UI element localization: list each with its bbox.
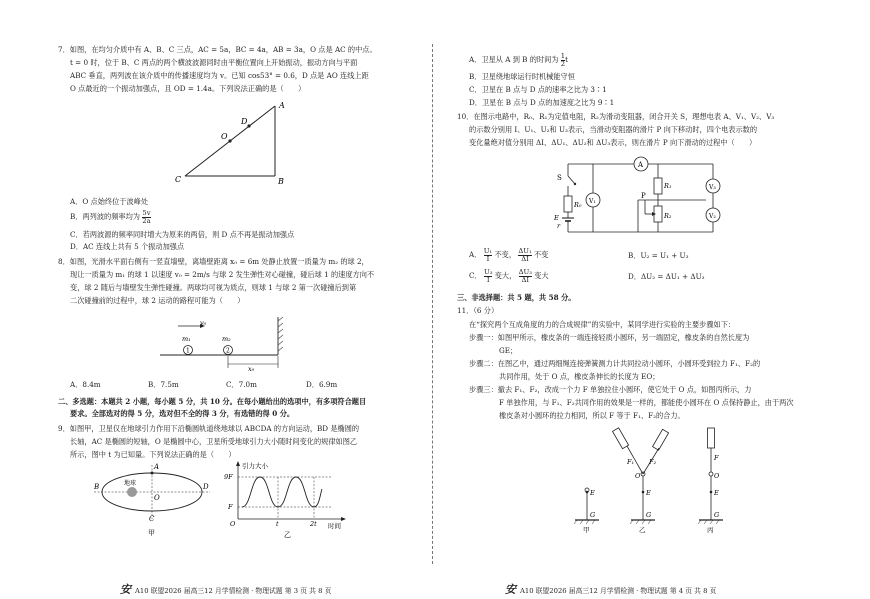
q10-option-a-mid: 不变， (494, 250, 517, 259)
q10-line-3: 变化量绝对值分别用 ΔI、ΔU₁、ΔU₂和 ΔU₃表示，则在滑片 P 向下滑动的过程中（ ） (469, 138, 757, 147)
logo: 安 (505, 583, 516, 596)
q8-option-a: A．8.4m (70, 380, 101, 389)
q10-circuit-figure (553, 152, 733, 242)
fraction-numerator: ΔU₁ (518, 246, 532, 255)
q9-line-2: 长轴，AC 是椭圆的短轴，O 是椭圆中心，卫星所受地球引力大小随时间变化的规律如图乙 (70, 437, 358, 446)
section-2-line-2: 要求。全部选对的得 5 分，选对但不全的得 3 分，有选错的得 0 分。 (70, 409, 295, 418)
footer-page-3 (120, 581, 331, 597)
page-4 (435, 0, 870, 599)
point-e-bing (710, 491, 713, 494)
tick-f: F (228, 503, 233, 511)
label-p: P (641, 192, 646, 200)
q7-line-3: ABC 垂直，两列波在该介质中的传播速度均为 v。已知 cos53° = 0.6，D 点是 AO 连线上距 (70, 71, 369, 80)
label-f: F (714, 454, 719, 462)
ball-2-label: 2 (226, 347, 230, 355)
fraction-denominator: 2a (142, 216, 151, 225)
footer-text: A10 联盟2026 届高三12 月学情检测 · 物理试题 第 3 页 共 8 页 (135, 587, 332, 595)
label-g-bing: G (714, 511, 720, 519)
q10-option-c-fraction-2 (519, 269, 532, 284)
q10-option-a (469, 245, 548, 265)
label-r2: R₂ (664, 212, 672, 220)
q11-line-7: F 单独作用，与 F₁、F₂共同作用的效果是一样的，都能使小圆环在 O 点保持静止，由于两次 (499, 398, 794, 407)
label-r1: R₁ (664, 182, 672, 190)
q10-option-c-fraction-1 (484, 269, 492, 284)
label-c: C (149, 515, 155, 523)
q8-wall-figure (150, 315, 300, 373)
q10-option-b: B．U₂ = U₁ + U₃ (628, 251, 689, 260)
label-r0: R₀ (574, 201, 582, 209)
q9-option-d: D．卫星在 B 点与 D 点的加速度之比为 9∶1 (469, 98, 615, 107)
q9-option-c: C．卫星在 B 点与 D 点的速率之比为 3∶1 (469, 85, 607, 94)
point-e-yi (642, 491, 645, 494)
label-b: B (278, 177, 284, 186)
caption-yi: 乙 (284, 531, 291, 539)
fraction-denominator: I (486, 254, 490, 263)
q7-option-a: A．O 点始终位于波峰处 (70, 197, 149, 206)
q11-line-2: 步骤一：如图甲所示，橡皮条的一端连接轻质小圆环，另一端固定，橡皮条的自然长度为 (469, 333, 750, 342)
spring-scale-2 (653, 429, 669, 450)
q7-option-b (70, 207, 151, 227)
q10-line-1: 10．在图示电路中，R₀、R₁为定值电阻，R₂为滑动变阻器，闭合开关 S，理想电表 A、V₁、V₂、V₃ (457, 112, 775, 121)
section-2-line-1: 二、多选题：本题共 2 小题，每小题 5 分，共 10 分。在每小题给出的选项中，有多项符合题目 (58, 397, 367, 406)
q11-line-3: GE； (499, 346, 518, 355)
fraction-numerator: U₃ (483, 267, 493, 276)
q9-option-a (469, 50, 568, 70)
point-d (247, 124, 250, 127)
spring-scale-1 (613, 428, 629, 449)
q10-option-c-tail: 变大 (534, 271, 549, 280)
q9-line-1: 9．如图甲，卫星仅在地球引力作用下沿椭圆轨道绕地球以 ABCDA 的方向运动，BD 是椭圆的 (58, 424, 360, 433)
label-v1: V₁ (589, 198, 596, 205)
wall-hatching (278, 317, 283, 351)
point-o (228, 139, 231, 142)
label-v0: v₀ (200, 319, 207, 327)
origin-label: O (230, 520, 236, 528)
label-v3: V₃ (709, 184, 716, 191)
ball-1-label: 1 (186, 347, 190, 355)
q9-orbit-figure (90, 459, 212, 541)
point-e-jia (586, 491, 589, 494)
label-m1: m₁ (182, 335, 191, 343)
label-o-yi: O (635, 472, 641, 480)
label-g-jia: G (590, 511, 596, 519)
label-e-jia: E (590, 489, 595, 497)
label-o: O (154, 494, 160, 502)
q10-option-c (469, 266, 549, 286)
r0-resistor (564, 196, 572, 212)
q8-line-3: 变，球 2 随后与墙壁发生弹性碰撞。两球均可视为质点，则球 1 与球 2 第一次碰撞后到第 (70, 283, 357, 292)
q10-option-a-tail: 不变 (533, 250, 549, 259)
q9-option-b: B．卫星绕地球运行时机械能守恒 (469, 72, 575, 81)
q10-option-c-mid: 变大， (494, 271, 517, 280)
q7-line-2: t = 0 时，位于 B、C 两点的两个横波波源同时由平衡位置向上开始振动，振动方向与平面 (70, 58, 358, 67)
caption-jia: 甲 (148, 529, 155, 537)
label-o-bing: O (714, 472, 720, 480)
label-a: A (638, 161, 644, 169)
q7-option-b-text: B．两列波的频率均为 (70, 212, 140, 221)
r1-resistor (654, 178, 662, 194)
q7-option-c: C．若两波源的频率同时增大为原来的两倍，则 D 点不再是振动加强点 (70, 230, 295, 239)
label-e-yi: E (646, 489, 651, 497)
q10-option-a-fraction-2 (518, 248, 531, 263)
label-s: S (557, 174, 562, 182)
earth (127, 487, 137, 497)
q9-force-graph (222, 459, 352, 541)
fraction-denominator: I (486, 275, 490, 284)
label-r: r (557, 222, 561, 230)
q7-line-1: 7．如图，在均匀介质中有 A、B、C 三点，AC = 5a，BC = 4a，AB = 3a，O 点是 AC 的中点。 (58, 45, 377, 54)
label-m2: m₂ (222, 335, 231, 343)
label-c: C (175, 175, 182, 184)
q10-option-a-prefix: A． (469, 250, 482, 259)
q8-option-d: D．6.9m (306, 380, 338, 389)
point-a (151, 472, 154, 475)
x-axis-label: 时间 (328, 522, 341, 530)
q8-line-1: 8．如图，光滑水平面右侧有一竖直墙壁，离墙壁距离 x₀ = 6m 处静止放置一质量为 m₂ 的球 2， (58, 257, 369, 266)
label-d: D (241, 117, 248, 126)
label-e-bing: E (714, 489, 719, 497)
q11-figure (555, 422, 745, 534)
y-axis-arrow (236, 461, 240, 466)
q11-line-5: 共同作用，处于 O 点，橡皮条伸长的长度为 EO； (499, 372, 660, 381)
ring-bing (709, 472, 713, 476)
q7-option-b-fraction (142, 210, 150, 225)
switch-contact (574, 183, 576, 185)
q7-option-d: D．AC 连线上共有 5 个振动加强点 (70, 242, 185, 251)
caption-bing: 丙 (707, 526, 714, 534)
q8-option-b: B．7.5m (148, 380, 179, 389)
q11-line-8: 橡皮条对小圆环的拉力相同，所以 F 等于 F₁、F₂的合力。 (499, 411, 685, 420)
q9-line-3: 所示，图中 t 为已知量。下列说法正确的是（ ） (70, 450, 236, 459)
q9-option-a-text: A．卫星从 A 到 B 的时间为 (469, 55, 559, 64)
fraction-numerator: U₁ (483, 246, 493, 255)
caption-yi: 乙 (639, 526, 646, 534)
q11-line-4: 步骤二：在图乙中，通过两细绳连接弹簧测力计共同拉动小圆环，小圆环受到拉力 F₁、F₂的 (469, 359, 761, 368)
label-g-yi: G (646, 511, 652, 519)
label-o: O (221, 132, 228, 141)
label-x0: x₀ (248, 365, 255, 373)
q11-header: 11．（6 分） (457, 306, 499, 315)
fraction-denominator: ΔI (521, 254, 529, 263)
q10-option-c-prefix: C． (469, 271, 482, 280)
q7-line-4: O 点最近的一个振动加强点，且 OD = 1.4a。下列说法正确的是（ ） (70, 84, 306, 93)
label-f1: F₁ (627, 458, 635, 466)
switch-blade (568, 176, 575, 184)
q10-option-a-fraction-1 (484, 248, 492, 263)
fraction-numerator: ΔU₃ (518, 267, 532, 276)
x-axis-arrow (341, 517, 346, 521)
label-a: A (279, 101, 285, 110)
label-a: A (154, 463, 160, 471)
force-curve (242, 477, 322, 507)
tick-t: t (276, 520, 279, 528)
footer-page-4 (505, 581, 716, 597)
caption-jia: 甲 (583, 526, 590, 534)
q8-line-4: 二次碰撞前的过程中，球 2 运动的路程可能为（ ） (70, 296, 245, 305)
q8-line-2: 现让一质量为 m₁ 的球 1 以速度 v₀ = 2m/s 与球 2 发生弹性对心碰撞，碰后球 1 的速度方向不 (70, 270, 375, 279)
q11-line-6: 步骤三：撤去 F₁、F₂，改成一个力 F 单独拉住小圆环，使它处于 O 点，如图丙所示，力 (469, 385, 752, 394)
footer-text: A10 联盟2026 届高三12 月学情检测 · 物理试题 第 4 页 共 8 页 (520, 587, 717, 595)
q7-triangle-figure (165, 96, 295, 188)
fraction-denominator: ΔI (521, 275, 530, 284)
label-earth: 地球 (124, 480, 137, 487)
tick-9f: 9F (224, 473, 233, 481)
q10-option-d: D．ΔU₂ = ΔU₁ + ΔU₃ (628, 272, 705, 281)
q10-line-2: 的示数分别用 I、U₁、U₂和 U₃表示，当滑动变阻器的滑片 P 向下移动时，四个电表示数的 (469, 125, 758, 134)
section-3-header: 三、非选择题：共 5 题，共 58 分。 (457, 293, 576, 302)
label-v2: V₂ (709, 213, 716, 220)
q11-line-1: 在“探究两个互成角度的力的合成规律”的实验中，某同学进行实验的主要步骤如下： (469, 320, 736, 329)
label-b: B (94, 483, 100, 491)
logo: 安 (120, 583, 131, 596)
q8-option-c: C．7.0m (226, 380, 257, 389)
label-e: E (554, 214, 559, 222)
label-d: D (203, 483, 209, 491)
fraction-numerator: 1 (560, 51, 566, 60)
q9-option-a-tail: t (565, 55, 569, 64)
y-axis-label: 引力大小 (242, 462, 268, 470)
tick-2t: 2t (310, 520, 317, 528)
label-f2: F₂ (649, 458, 657, 466)
fraction-numerator: 5v (142, 208, 151, 217)
spring-scale-3 (708, 428, 715, 448)
fraction-denominator: 2 (560, 59, 566, 68)
